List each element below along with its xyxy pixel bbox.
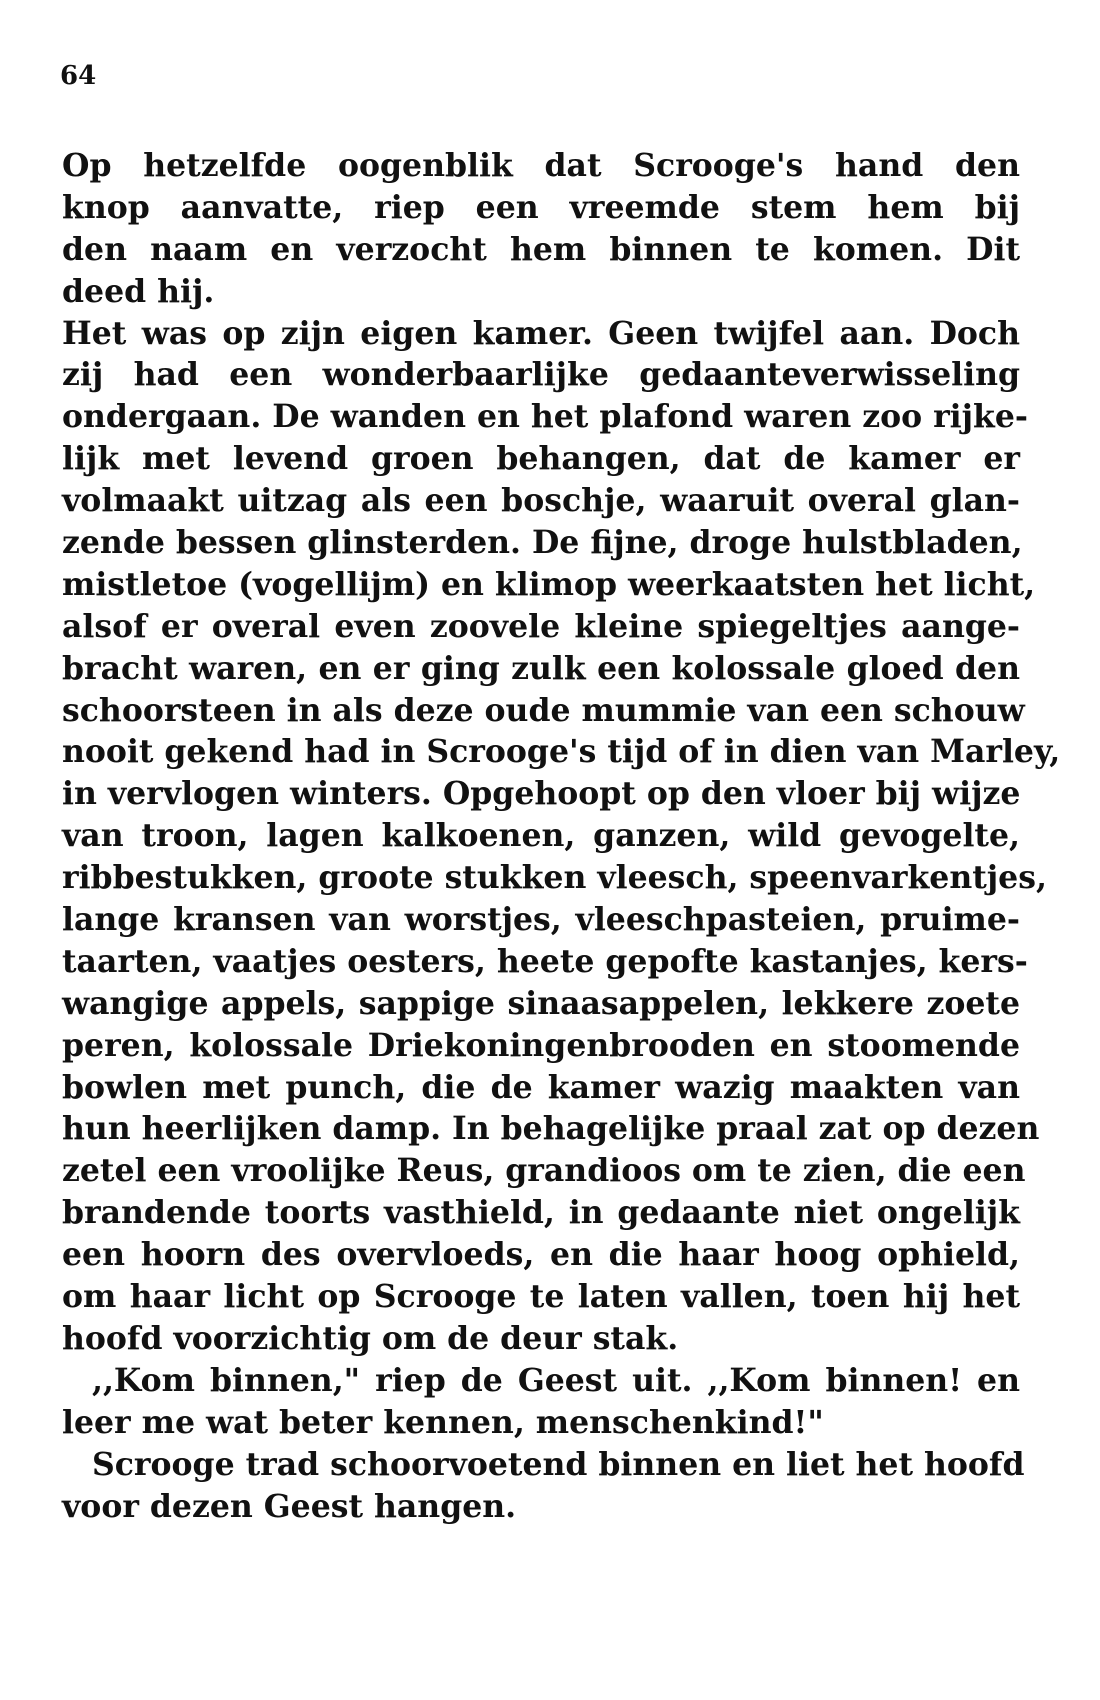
text-line: schoorsteen in als deze oude mummie van een schouw	[62, 691, 1025, 729]
text-line: van troon, lagen kalkoenen, ganzen, wild gevogelte,	[62, 817, 1020, 855]
text-line: ribbestukken, groote stukken vleesch, speenvarkentjes,	[62, 859, 1047, 897]
text-line: bracht waren, en er ging zulk een kolossale gloed den	[62, 649, 1020, 687]
text-line: voor dezen Geest hangen.	[62, 1487, 517, 1525]
text-line: peren, kolossale Driekoningenbrooden en stoomende	[62, 1026, 1020, 1064]
text-line: leer me wat beter kennen, menschenkind!"	[62, 1403, 824, 1441]
text-line: knop aanvatte, riep een vreemde stem hem bij	[62, 188, 1020, 226]
text-line: taarten, vaatjes oesters, heete gepofte kastanjes, kers-	[62, 942, 1028, 980]
text-line: hun heerlijken damp. In behagelijke praal zat op dezen	[62, 1110, 1040, 1148]
text-line: zij had een wonderbaarlijke gedaanteverwisseling	[62, 356, 1020, 394]
body-text	[62, 145, 1061, 1527]
text-line: ondergaan. De wanden en het plafond waren zoo rijke-	[62, 398, 1028, 436]
text-line: wangige appels, sappige sinaasappelen, lekkere zoete	[62, 984, 1020, 1022]
text-line: Op hetzelfde oogenblik dat Scrooge's hand den	[62, 147, 1020, 184]
text-line: alsof er overal even zoovele kleine spiegeltjes aange-	[62, 607, 1020, 645]
text-line: ,,Kom binnen," riep de Geest uit. ,,Kom binnen! en	[92, 1361, 1020, 1399]
text-line: zetel een vroolijke Reus, grandioos om te zien, die een	[62, 1152, 1026, 1190]
page-number: 64	[60, 61, 97, 91]
text-line: om haar licht op Scrooge te laten vallen, toen hij het	[62, 1278, 1020, 1316]
text-line: mistletoe (vogellijm) en klimop weerkaatsten het licht,	[62, 565, 1036, 603]
text-line: een hoorn des overvloeds, en die haar hoog ophield,	[62, 1236, 1020, 1274]
text-line: in vervlogen winters. Opgehoopt op den vloer bij wijze	[62, 775, 1021, 813]
text-line: hoofd voorzichtig om de deur stak.	[62, 1319, 679, 1357]
text-line: Scrooge trad schoorvoetend binnen en liet het hoofd	[92, 1445, 1025, 1483]
text-line: deed hij.	[62, 272, 215, 310]
text-line: lange kransen van worstjes, vleeschpasteien, pruime-	[62, 901, 1020, 939]
text-line: den naam en verzocht hem binnen te komen. Dit	[62, 230, 1020, 268]
text-line: nooit gekend had in Scrooge's tijd of in dien van Marley,	[62, 733, 1061, 771]
text-line: Het was op zijn eigen kamer. Geen twijfel aan. Doch	[62, 314, 1020, 352]
text-line: bowlen met punch, die de kamer wazig maakten van	[62, 1068, 1020, 1106]
text-line: brandende toorts vasthield, in gedaante niet ongelijk	[62, 1194, 1020, 1232]
text-line: zende bessen glinsterden. De fijne, droge hulstbladen,	[62, 524, 1023, 562]
text-line: volmaakt uitzag als een boschje, waaruit overal glan-	[62, 482, 1020, 520]
text-line: lijk met levend groen behangen, dat de kamer er	[62, 440, 1020, 478]
